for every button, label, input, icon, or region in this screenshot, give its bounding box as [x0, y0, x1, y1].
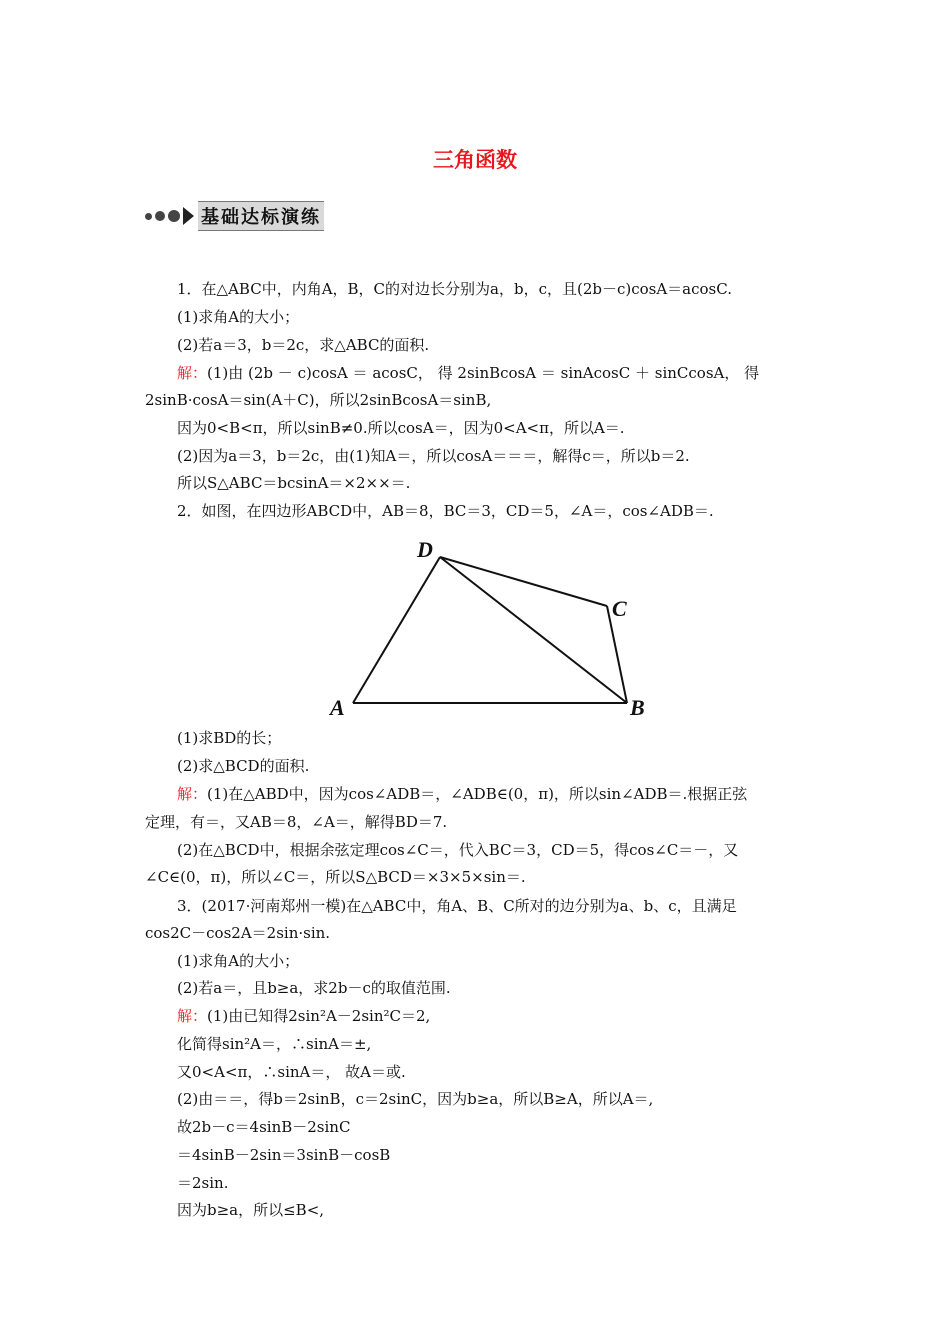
solution-3-line: 故2b－c＝4sinB－2sinC: [177, 1118, 351, 1136]
problem-2-statement: 2．如图，在四边形ABCD中，AB＝8，BC＝3，CD＝5，∠A＝，cos∠ADB＝.: [177, 502, 714, 520]
vertex-label-c: C: [612, 596, 627, 621]
solution-label: 解：: [177, 785, 208, 803]
solution-label: 解：: [177, 1007, 208, 1025]
problem-1-q2: (2)若a＝3，b＝2c，求△ABC的面积.: [177, 336, 430, 354]
solution-2-line: 定理，有＝，又AB＝8，∠A＝，解得BD＝7.: [145, 813, 448, 831]
problem-3-statement: 3．(2017·河南郑州一模)在△ABC中，角A、B、C所对的边分别为a、b、c，且满足: [177, 897, 737, 915]
solution-2-line: 解：(1)在△ABD中，因为cos∠ADB＝，∠ADB∈(0，π)，所以sin∠ADB＝.根据正弦: [177, 785, 748, 803]
problem-2-q1: (1)求BD的长；: [177, 729, 282, 747]
problem-1-statement: 1．在△ABC中，内角A，B，C的对边长分别为a，b，c，且(2b－c)cosA＝acosC.: [177, 280, 732, 298]
solution-1-line: 解：(1)由 (2b － c)cosA ＝ acosC， 得 2sinBcosA ＝ sinAcosC ＋ sinCcosA， 得: [177, 364, 760, 382]
page-title: 三角函数: [433, 147, 517, 172]
problem-3-q1: (1)求角A的大小；: [177, 952, 300, 970]
section-banner: [145, 203, 324, 229]
solution-3-line: 因为b≥a，所以≤B<,: [177, 1201, 325, 1219]
solution-label: 解：: [177, 364, 208, 382]
edge-ad: [353, 557, 440, 703]
solution-2-line: (2)在△BCD中，根据余弦定理cos∠C＝，代入BC＝3，CD＝5，得cos∠C＝－，又: [177, 841, 739, 859]
section-heading: 基础达标演练: [198, 201, 324, 231]
diagonal-bd: [440, 557, 627, 703]
solution-3-line: (2)由＝＝，得b＝2sinB，c＝2sinC，因为b≥a，所以B≥A，所以A＝,: [177, 1090, 654, 1108]
solution-2-line: ∠C∈(0，π)，所以∠C＝，所以S△BCD＝×3×5×sin＝.: [145, 868, 526, 886]
edge-dc: [440, 557, 607, 606]
problem-2-q2: (2)求△BCD的面积.: [177, 757, 310, 775]
solution-1-line: 因为0<B<π，所以sinB≠0.所以cosA＝，因为0<A<π，所以A＝.: [177, 419, 625, 437]
solution-1-line: (2)因为a＝3，b＝2c，由(1)知A＝，所以cosA＝＝＝，解得c＝，所以b＝2.: [177, 447, 690, 465]
solution-3-line: 解：(1)由已知得2sin²A－2sin²C＝2,: [177, 1007, 431, 1025]
arrow-right-icon: [183, 207, 194, 225]
vertex-label-d: D: [417, 538, 433, 562]
solution-3-line: ＝4sinB－2sin＝3sinB－cosB: [177, 1146, 391, 1164]
vertex-label-a: A: [330, 695, 345, 720]
solution-3-line: ＝2sin.: [177, 1174, 229, 1192]
solution-3-line: 化简得sin²A＝，∴sinA＝±,: [177, 1035, 372, 1053]
problem-1-q1: (1)求角A的大小；: [177, 308, 300, 326]
solution-1-line: 所以S△ABC＝bcsinA＝×2××＝.: [177, 474, 411, 492]
solution-3-line: 又0<A<π，∴sinA＝， 故A＝或.: [177, 1063, 406, 1081]
quadrilateral-figure: [325, 538, 655, 720]
vertex-label-b: B: [630, 695, 645, 720]
problem-3-statement: cos2C－cos2A＝2sin·sin.: [145, 924, 331, 942]
bullet-dots-icon: [145, 210, 183, 222]
solution-1-line: 2sinB·cosA＝sin(A＋C)，所以2sinBcosA＝sinB,: [145, 391, 492, 409]
problem-3-q2: (2)若a＝，且b≥a，求2b－c的取值范围.: [177, 979, 451, 997]
